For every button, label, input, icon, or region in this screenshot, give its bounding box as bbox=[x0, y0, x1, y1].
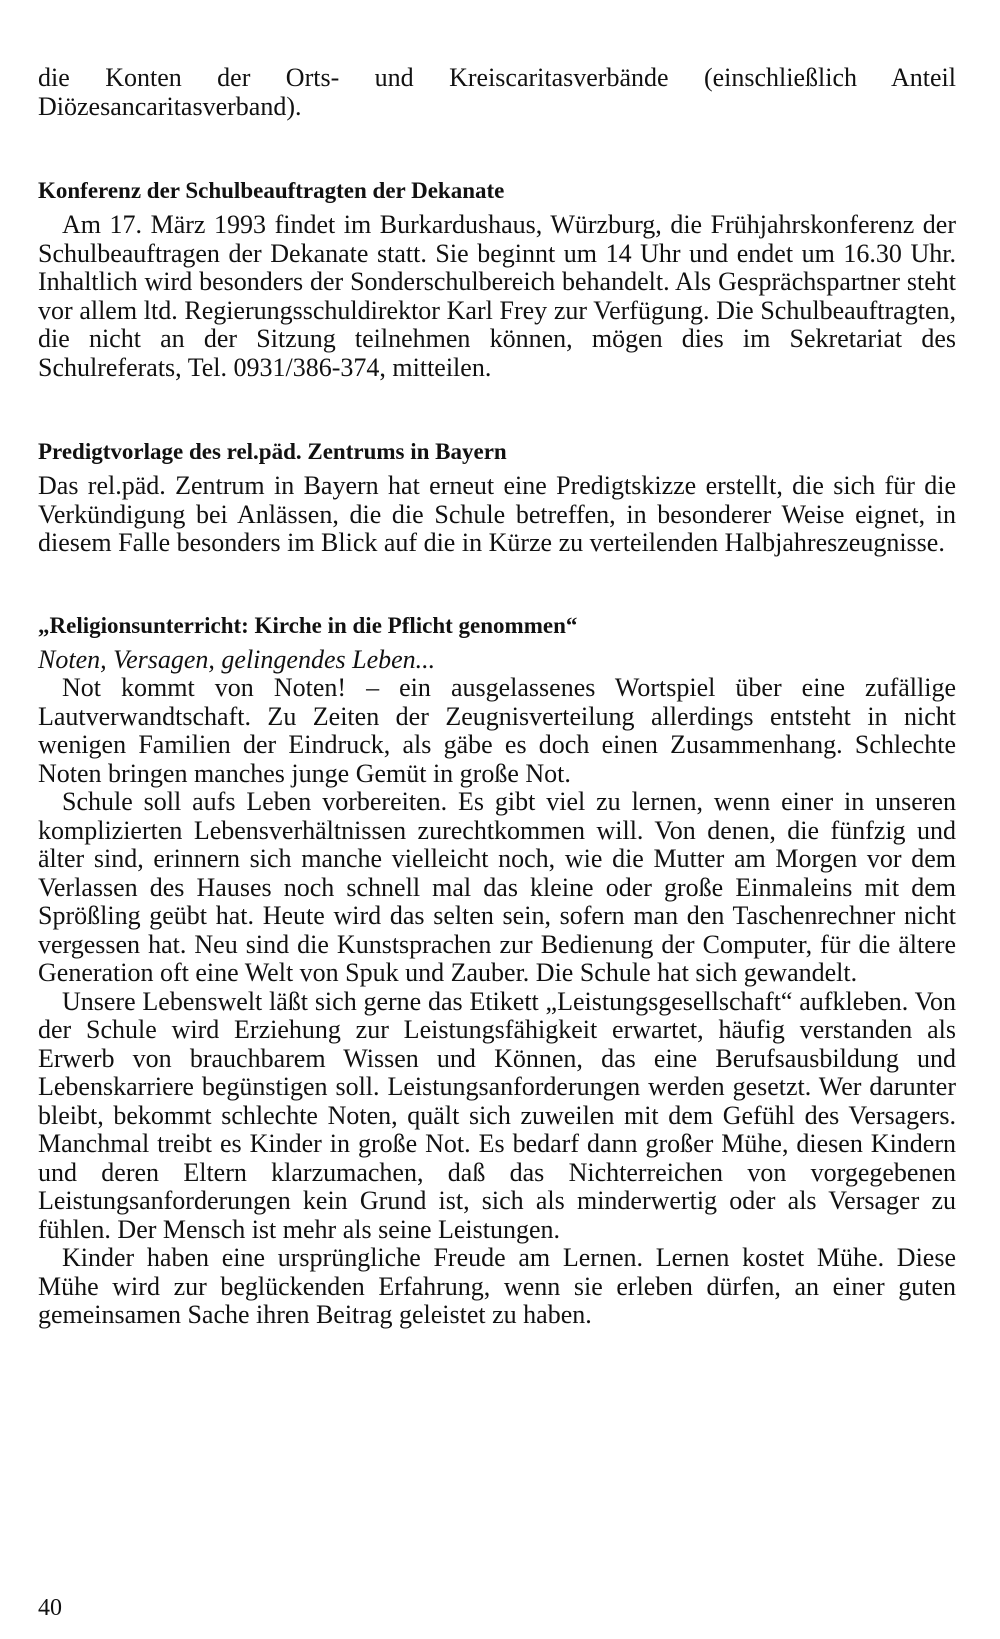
section-paragraph: Das rel.päd. Zentrum in Bayern hat erneut eine Predigtskizze erstellt, die sich für die Verkündigung bei Anlässen, die die Schule betreffen, in besonderer Weise eignet, in diesem Falle besonders im Blick auf die in Kürze zu verteilenden Halbjahreszeugnisse. bbox=[38, 471, 956, 557]
section-subtitle: Noten, Versagen, gelingendes Leben... bbox=[38, 644, 436, 674]
section-konferenz bbox=[38, 177, 956, 382]
section-gap bbox=[38, 558, 956, 612]
page-body bbox=[38, 64, 956, 1330]
intro-paragraph: die Konten der Orts- und Kreiscaritasverbände (einschließlich Anteil Diözesancaritasverband). bbox=[38, 63, 956, 121]
section-religionsunterricht bbox=[38, 612, 956, 1330]
section-paragraph: Schule soll aufs Leben vorbereiten. Es gibt viel zu lernen, wenn einer in unseren komplizierten Lebensverhältnissen zurechtkommen will. Von denen, die fünfzig und älter sind, erinnern sich manche vielleicht noch, wie die Mutter am Morgen vor dem Verlassen des Hauses noch schnell mal das kleine oder große Einmaleins mit dem Sprößling geübt hat. Heute wird das selten sein, sofern man den Taschenrechner nicht vergessen hat. Neu sind die Kunstsprachen zur Bedienung der Computer, für die ältere Generation oft eine Welt von Spuk und Zauber. Die Schule hat sich gewandelt. bbox=[38, 787, 956, 987]
section-heading: Predigtvorlage des rel.päd. Zentrums in Bayern bbox=[38, 439, 507, 464]
section-predigtvorlage bbox=[38, 438, 956, 558]
section-gap bbox=[38, 121, 956, 177]
page-number: 40 bbox=[38, 1595, 62, 1621]
section-paragraph: Not kommt von Noten! – ein ausgelassenes Wortspiel über eine zufällige Lautverwandtschaft. Zu Zeiten der Zeugnisverteilung allerdings entsteht in nicht wenigen Familien der Eindruck, als gäbe es doch einen Zusammenhang. Schlechte Noten bringen manches junge Gemüt in große Not. bbox=[38, 673, 956, 788]
section-heading: Konferenz der Schulbeauftragten der Dekanate bbox=[38, 178, 505, 203]
section-paragraph: Am 17. März 1993 findet im Burkardushaus, Würzburg, die Frühjahrskonferenz der Schulbeauftragen der Dekanate statt. Sie beginnt um 14 Uhr und endet um 16.30 Uhr. Inhaltlich wird besonders der Sonderschulbereich behandelt. Als Gesprächspartner steht vor allem ltd. Regierungsschuldirektor Karl Frey zur Verfügung. Die Schulbeauftragten, die nicht an der Sitzung teilnehmen können, mögen dies im Sekretariat des Schulreferats, Tel. 0931/386-374, mitteilen. bbox=[38, 210, 956, 382]
section-paragraph: Kinder haben eine ursprüngliche Freude am Lernen. Lernen kostet Mühe. Diese Mühe wird zur beglückenden Erfahrung, wenn sie erleben dürfen, an einer guten gemeinsamen Sache ihren Beitrag geleistet zu haben. bbox=[38, 1243, 956, 1329]
section-paragraph: Unsere Lebenswelt läßt sich gerne das Etikett „Leistungsgesellschaft“ aufkleben. Von der Schule wird Erziehung zur Leistungsfähigkeit erwartet, häufig verstanden als Erwerb von brauchbarem Wissen und Können, das eine Berufsausbildung und Lebenskarriere begünstigen soll. Leistungsanforderungen werden gesetzt. Wer darunter bleibt, bekommt schlechte Noten, quält sich zuweilen mit dem Gefühl des Versagers. Manchmal treibt es Kinder in große Not. Es bedarf dann großer Mühe, diesen Kindern und deren Eltern klarzumachen, daß das Nichterreichen von vorgegebenen Leistungsanforderungen kein Grund ist, sich als minderwertig oder als Versager zu fühlen. Der Mensch ist mehr als seine Leistungen. bbox=[38, 986, 956, 1244]
section-heading: „Religionsunterricht: Kirche in die Pflicht genommen“ bbox=[38, 612, 578, 638]
section-gap bbox=[38, 382, 956, 438]
